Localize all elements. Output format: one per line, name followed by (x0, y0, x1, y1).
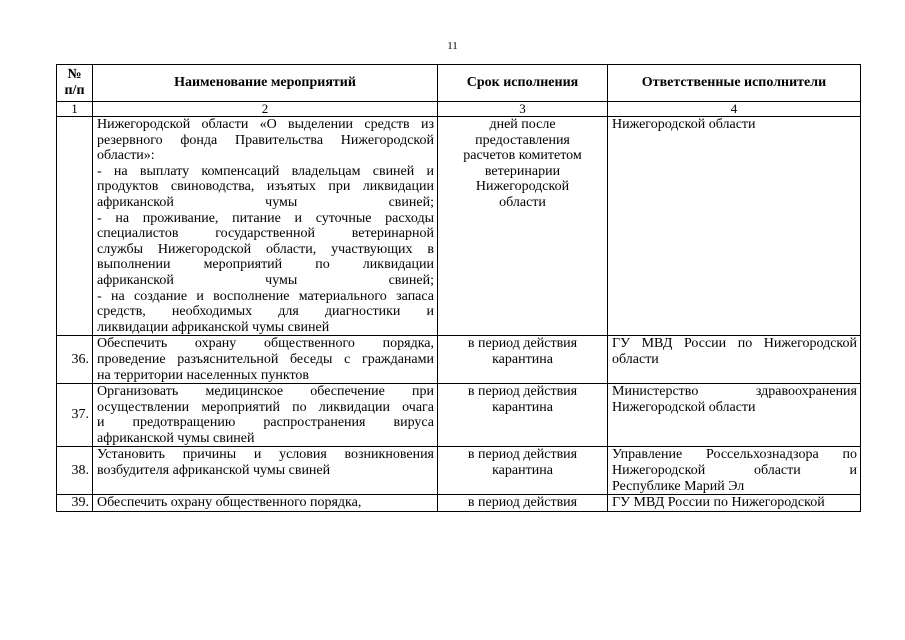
cell-text-line: области (499, 194, 546, 210)
row-number: 38. (57, 447, 93, 495)
cell-text-line: Нижегородской области (612, 117, 756, 132)
cell-text-line: Нижегородской области и (612, 463, 857, 479)
cell-text-line: предоставления (475, 132, 570, 148)
term-cell (438, 336, 608, 384)
cell-text-line: Организовать медицинское обеспечение при (97, 384, 434, 400)
cell-text-line: в период действия (467, 336, 578, 352)
row-number: 37. (57, 384, 93, 447)
measure-name-cell (93, 384, 438, 447)
cell-text-line: проведение разъяснительной беседы с гражданами (97, 351, 434, 367)
responsible-cell (608, 336, 861, 384)
table-row (57, 495, 861, 512)
cell-text-line: карантина (492, 399, 553, 415)
term-cell (438, 495, 608, 512)
measure-name-cell (93, 495, 438, 512)
header-row (57, 65, 861, 102)
measure-name-cell (93, 336, 438, 384)
cell-text-line: Министерство здравоохранения (612, 384, 857, 400)
cell-text-line: в период действия (467, 495, 578, 511)
column-index-cell: 1 (57, 102, 93, 117)
cell-text-line: в период действия (467, 447, 578, 463)
cell-text-line: Нижегородской области «О выделении средств из (97, 117, 434, 132)
header-resp: Ответственные исполнители (608, 65, 861, 102)
page-number: 11 (447, 40, 458, 52)
cell-text-line: средств, необходимых для диагностики и (97, 304, 434, 320)
cell-text-line: области»: (97, 148, 155, 164)
responsible-cell (608, 384, 861, 447)
cell-text-line: Управление Россельхознадзора по (612, 447, 857, 463)
cell-text-line: расчетов комитетом (463, 148, 582, 164)
cell-text-line: ликвидации африканской чумы свиней (97, 319, 330, 335)
cell-text-line: африканской чумы свиней; (97, 194, 434, 210)
cell-text-line: - на проживание, питание и суточные расходы (97, 210, 434, 226)
cell-text-line: африканской чумы свиней (97, 430, 255, 446)
cell-text-line: продуктов свиноводства, изъятых при ликвидации (97, 179, 434, 195)
row-number: 36. (57, 336, 93, 384)
header-num: № п/п (57, 65, 93, 102)
cell-text-line: Республике Марий Эл (612, 478, 745, 494)
cell-text-line: ветеринарии (484, 163, 561, 179)
cell-text-line: Нижегородской (475, 179, 570, 195)
measures-table (56, 64, 861, 512)
cell-text-line: и предотвращению распространения вируса (97, 415, 434, 431)
cell-text-line: - на создание и восполнение материального запаса (97, 288, 434, 304)
cell-text-line: Обеспечить охрану общественного порядка, (97, 495, 362, 511)
row-number: 39. (57, 495, 93, 512)
cell-text-line: Установить причины и условия возникновения (97, 447, 434, 463)
cell-text-line: выполнении мероприятий по ликвидации (97, 257, 434, 273)
cell-text-line: службы Нижегородской области, участвующих в (97, 241, 434, 257)
table-row (57, 117, 861, 336)
cell-text-line: карантина (492, 463, 553, 479)
header-term: Срок исполнения (438, 65, 608, 102)
cell-text-line: африканской чумы свиней; (97, 272, 434, 288)
cell-text-line: области (612, 351, 659, 367)
cell-text-line: в период действия (467, 384, 578, 400)
column-index-cell: 2 (93, 102, 438, 117)
cell-text-line: резервного фонда Правительства Нижегородской (97, 132, 434, 148)
table-row (57, 336, 861, 384)
cell-text-line: возбудителя африканской чумы свиней (97, 463, 331, 479)
cell-text-line: ГУ МВД России по Нижегородской (612, 495, 825, 511)
cell-text-line: карантина (492, 351, 553, 367)
responsible-cell (608, 447, 861, 495)
measure-name-cell (93, 447, 438, 495)
header-name: Наименование мероприятий (93, 65, 438, 102)
cell-text-line: ГУ МВД России по Нижегородской (612, 336, 857, 352)
cell-text-line: на территории населенных пунктов (97, 367, 309, 383)
cell-text-line: специалистов государственной ветеринарной (97, 226, 434, 242)
cell-text-line: осуществлении мероприятий по ликвидации очага (97, 399, 434, 415)
column-index-row (57, 102, 861, 117)
cell-text-line: дней после (489, 117, 556, 132)
responsible-cell (608, 117, 861, 336)
table-row (57, 447, 861, 495)
term-cell (438, 384, 608, 447)
measure-name-cell (93, 117, 438, 336)
column-index-cell: 4 (608, 102, 861, 117)
column-index-cell: 3 (438, 102, 608, 117)
cell-text-line: - на выплату компенсаций владельцам свиней и (97, 163, 434, 179)
table-row (57, 384, 861, 447)
responsible-cell (608, 495, 861, 512)
row-number (57, 117, 93, 336)
cell-text-line: Нижегородской области (612, 399, 756, 415)
cell-text-line: Обеспечить охрану общественного порядка, (97, 336, 434, 352)
term-cell (438, 117, 608, 336)
term-cell (438, 447, 608, 495)
